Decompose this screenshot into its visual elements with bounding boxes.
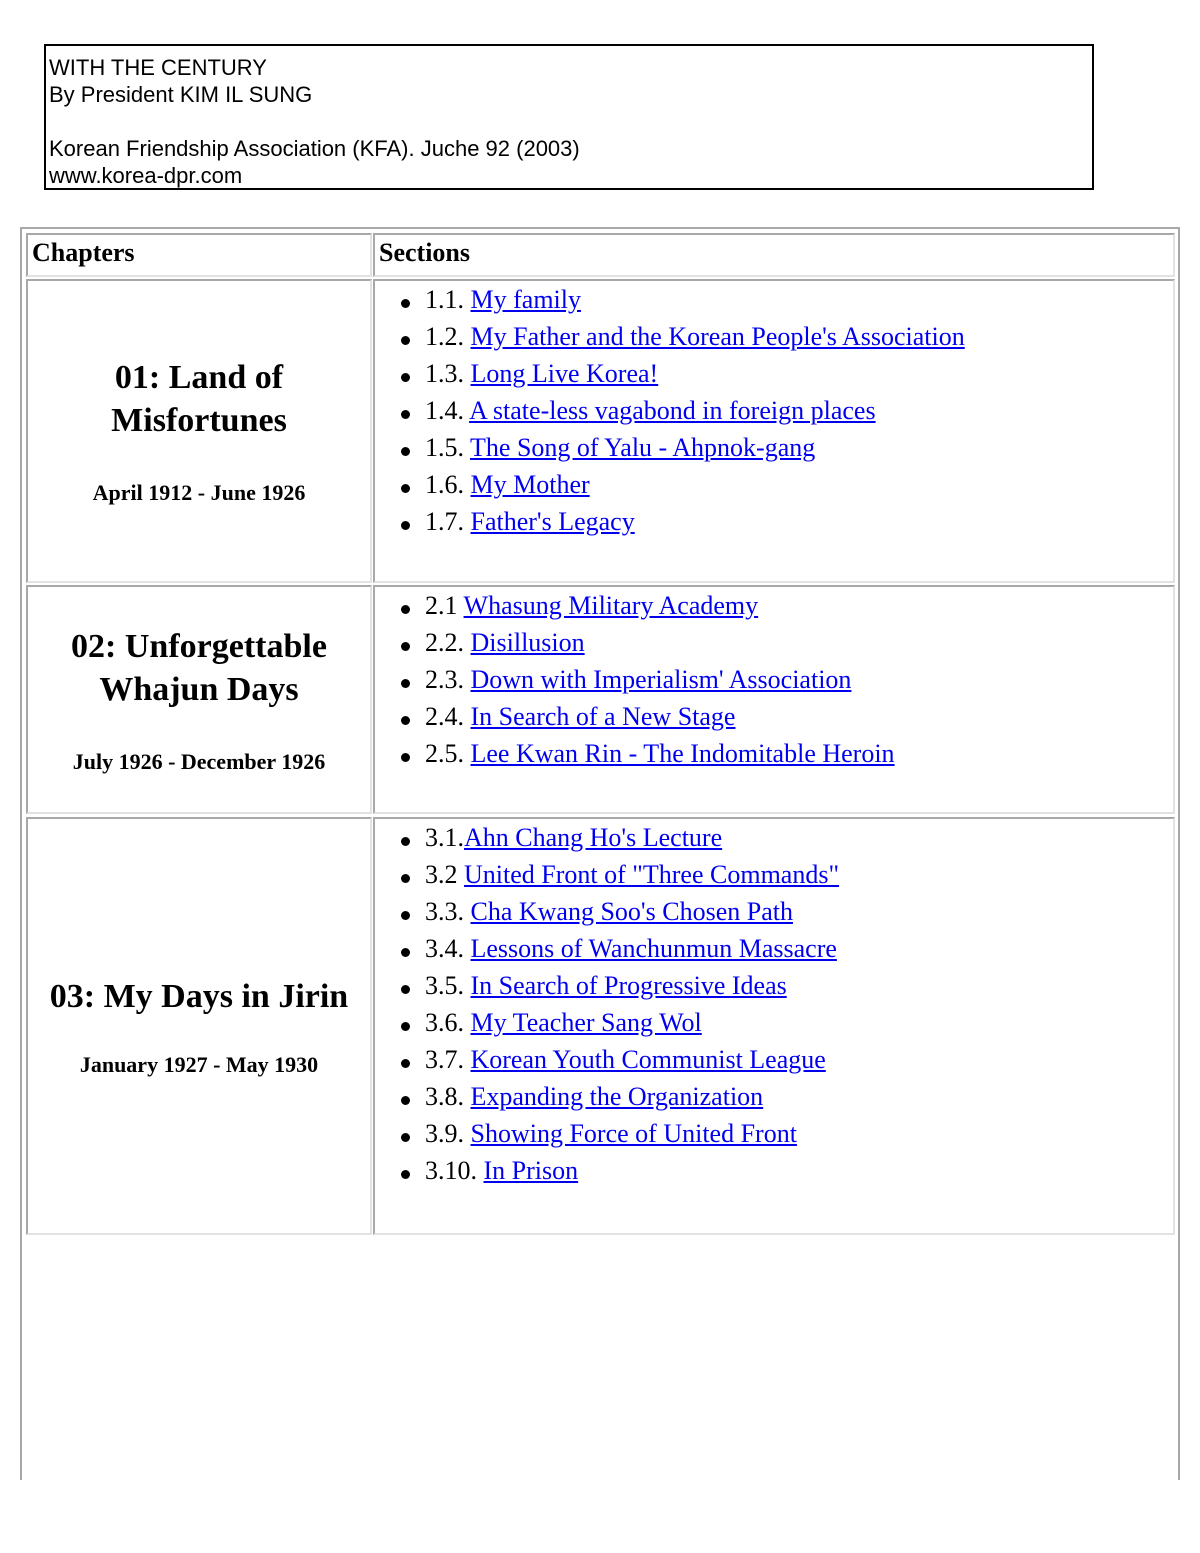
chapter-title: 03: My Days in Jirin bbox=[49, 977, 349, 1015]
list-item: 1.1. My family bbox=[425, 281, 965, 318]
section-link[interactable]: In Prison bbox=[483, 1156, 579, 1185]
chapter-dates: July 1926 - December 1926 bbox=[72, 748, 326, 774]
list-item: 3.4. Lessons of Wanchunmun Massacre bbox=[425, 930, 839, 967]
list-item: 3.1.Ahn Chang Ho's Lecture bbox=[425, 819, 839, 856]
list-item: 2.4. In Search of a New Stage bbox=[425, 698, 895, 735]
list-item: 3.6. My Teacher Sang Wol bbox=[425, 1004, 839, 1041]
section-link[interactable]: Long Live Korea! bbox=[470, 359, 659, 388]
section-link[interactable]: My family bbox=[470, 285, 581, 314]
section-link[interactable]: Whasung Military Academy bbox=[463, 591, 759, 620]
section-list bbox=[425, 587, 895, 772]
list-item: 2.1 Whasung Military Academy bbox=[425, 587, 895, 624]
list-item: 1.3. Long Live Korea! bbox=[425, 355, 965, 392]
section-link[interactable]: Disillusion bbox=[470, 628, 585, 657]
publisher-info: Korean Friendship Association (KFA). Juche 92 (2003) bbox=[49, 136, 580, 161]
list-item: 3.7. Korean Youth Communist League bbox=[425, 1041, 839, 1078]
section-link[interactable]: My Mother bbox=[470, 470, 590, 499]
section-link[interactable]: Showing Force of United Front bbox=[470, 1119, 797, 1148]
header-cell-chapters bbox=[26, 233, 372, 277]
list-item: 2.3. Down with Imperialism' Association bbox=[425, 661, 895, 698]
section-link[interactable]: Down with Imperialism' Association bbox=[470, 665, 852, 694]
header-cell-sections bbox=[373, 233, 1175, 277]
section-link[interactable]: My Teacher Sang Wol bbox=[470, 1008, 702, 1037]
column-header-chapters: Chapters bbox=[32, 238, 135, 267]
section-list bbox=[425, 819, 839, 1189]
section-link[interactable]: Cha Kwang Soo's Chosen Path bbox=[470, 897, 793, 926]
section-link[interactable]: In Search of a New Stage bbox=[470, 702, 736, 731]
contents-table bbox=[20, 227, 1180, 1480]
sections-cell-1 bbox=[373, 279, 1175, 583]
list-item: 2.5. Lee Kwan Rin - The Indomitable Heroin bbox=[425, 735, 895, 772]
column-header-sections: Sections bbox=[379, 238, 470, 267]
website-text: www.korea-dpr.com bbox=[49, 163, 243, 188]
list-item: 3.3. Cha Kwang Soo's Chosen Path bbox=[425, 893, 839, 930]
section-link[interactable]: Ahn Chang Ho's Lecture bbox=[464, 823, 723, 852]
chapter-title: 02: Unforgettable Whajun Days bbox=[71, 627, 327, 708]
chapter-cell-2 bbox=[26, 585, 372, 814]
section-link[interactable]: My Father and the Korean People's Association bbox=[470, 322, 965, 351]
section-link[interactable]: A state-less vagabond in foreign places bbox=[469, 396, 876, 425]
chapter-dates: January 1927 - May 1930 bbox=[79, 1051, 319, 1077]
list-item: 1.4. A state-less vagabond in foreign places bbox=[425, 392, 965, 429]
sections-cell-3 bbox=[373, 817, 1175, 1235]
section-link[interactable]: Expanding the Organization bbox=[470, 1082, 764, 1111]
chapter-dates: April 1912 - June 1926 bbox=[92, 480, 306, 505]
section-list bbox=[425, 281, 965, 540]
list-item: 1.5. The Song of Yalu - Ahpnok-gang bbox=[425, 429, 965, 466]
section-link[interactable]: In Search of Progressive Ideas bbox=[470, 971, 787, 1000]
book-title: WITH THE CENTURY bbox=[49, 55, 267, 80]
list-item: 3.5. In Search of Progressive Ideas bbox=[425, 967, 839, 1004]
book-author: By President KIM IL SUNG bbox=[49, 82, 313, 107]
chapter-cell-1 bbox=[26, 279, 372, 583]
list-item: 3.2 United Front of "Three Commands" bbox=[425, 856, 839, 893]
sections-cell-2 bbox=[373, 585, 1175, 814]
section-link[interactable]: Korean Youth Communist League bbox=[470, 1045, 826, 1074]
list-item: 3.9. Showing Force of United Front bbox=[425, 1115, 839, 1152]
section-link[interactable]: Lessons of Wanchunmun Massacre bbox=[470, 934, 837, 963]
list-item: 3.8. Expanding the Organization bbox=[425, 1078, 839, 1115]
section-link[interactable]: Lee Kwan Rin - The Indomitable Heroin bbox=[470, 739, 895, 768]
chapter-cell-3 bbox=[26, 817, 372, 1235]
section-link[interactable]: United Front of "Three Commands" bbox=[464, 860, 840, 889]
list-item: 1.7. Father's Legacy bbox=[425, 503, 965, 540]
section-link[interactable]: The Song of Yalu - Ahpnok-gang bbox=[470, 433, 816, 462]
section-link[interactable]: Father's Legacy bbox=[470, 507, 635, 536]
list-item: 1.2. My Father and the Korean People's Association bbox=[425, 318, 965, 355]
list-item: 3.10. In Prison bbox=[425, 1152, 839, 1189]
chapter-title: 01: Land of Misfortunes bbox=[111, 359, 287, 439]
header-info-box bbox=[44, 44, 1094, 190]
list-item: 2.2. Disillusion bbox=[425, 624, 895, 661]
list-item: 1.6. My Mother bbox=[425, 466, 965, 503]
